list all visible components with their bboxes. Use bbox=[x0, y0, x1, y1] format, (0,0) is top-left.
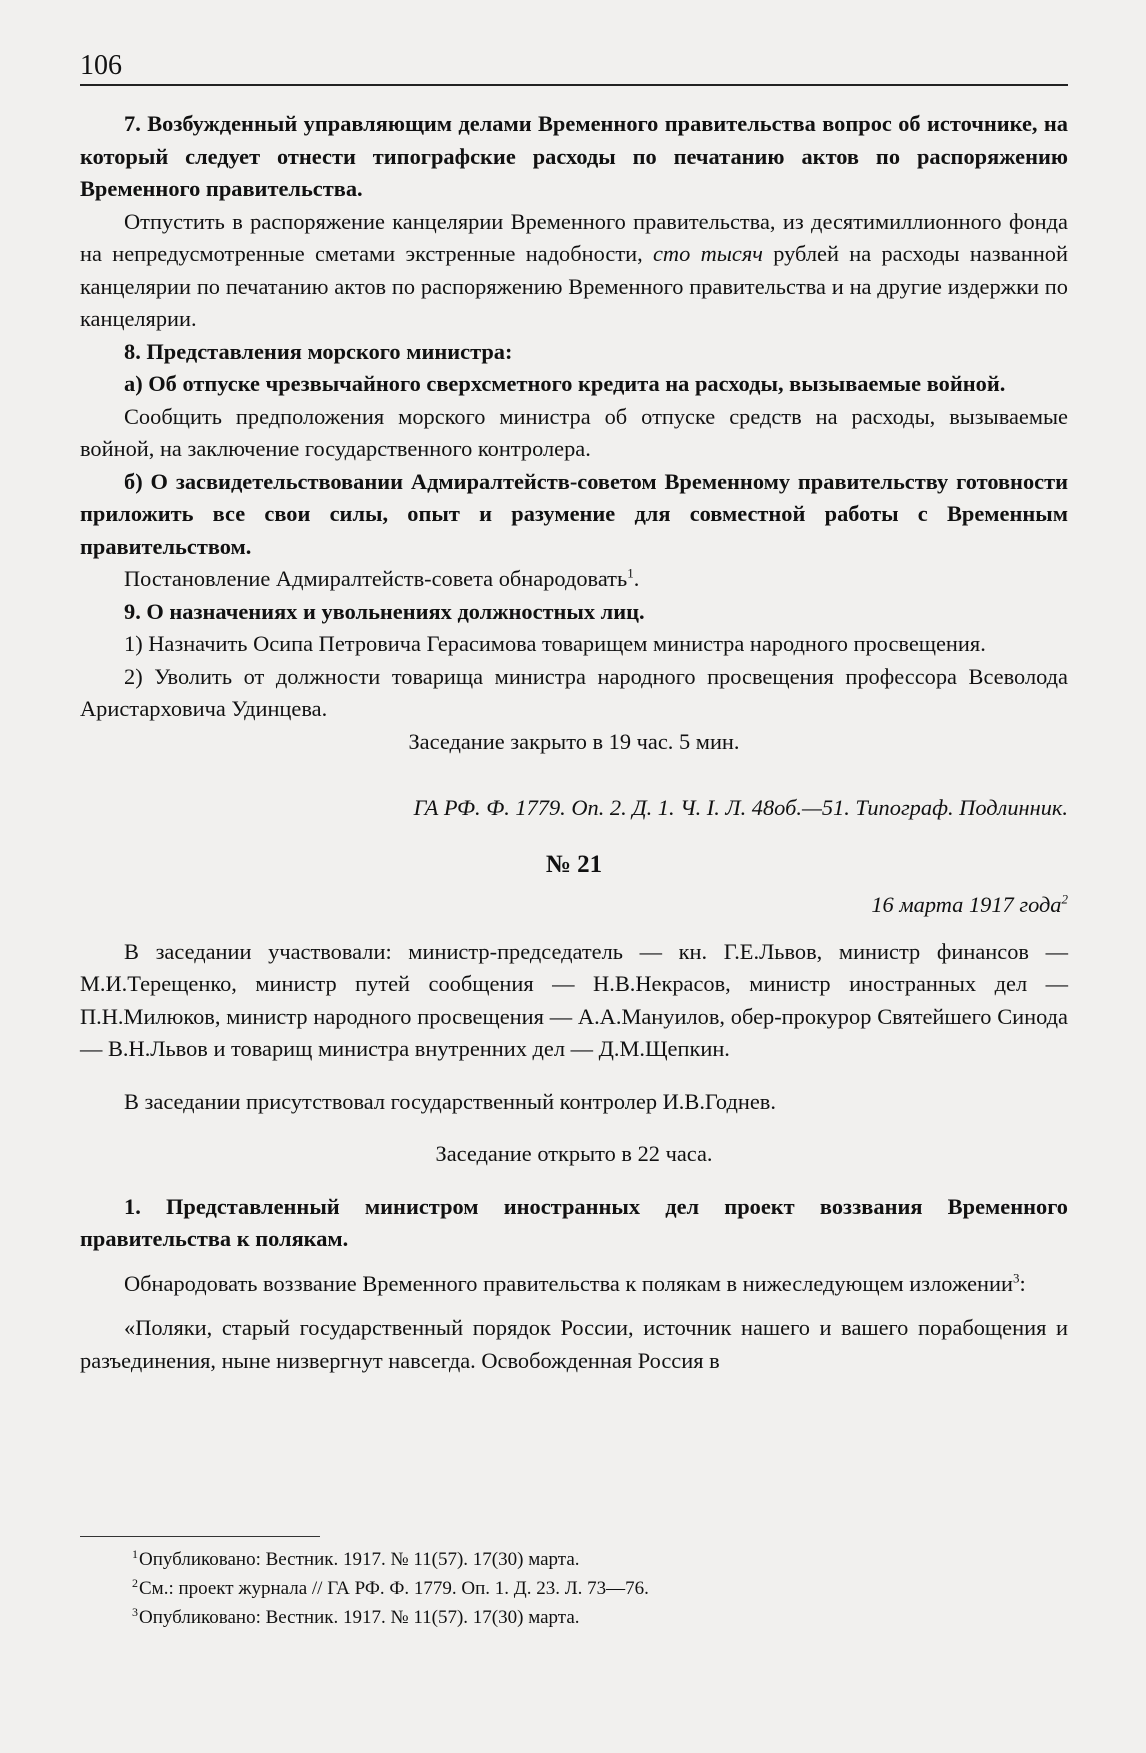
page-content bbox=[80, 108, 1068, 1377]
item-7-text-part-b: рублей на расходы названной канцелярии по печатанию актов по распоряжению Временного правительства и на другие издержки по канцелярии. bbox=[80, 241, 1068, 331]
footnote-ref-1[interactable]: 1 bbox=[627, 565, 634, 581]
present: В заседании присутствовал государственный контролер И.В.Годнев. bbox=[124, 1088, 776, 1114]
footnote-mark: 1 bbox=[132, 1546, 138, 1561]
item-8-heading: 8. Представления морского министра: bbox=[124, 338, 513, 364]
item-7-text-amount: сто тысяч bbox=[652, 241, 763, 266]
doc21-item-1-text bbox=[80, 1268, 1068, 1301]
footnotes bbox=[80, 1536, 1068, 1632]
item-7-text bbox=[80, 206, 1068, 336]
item-8b-text bbox=[80, 563, 1068, 596]
page-number: 106 bbox=[80, 50, 122, 81]
appeal-quote: «Поляки, старый государственный порядок России, источник нашего и вашего порабощения и разъединения, ныне низвергнут навсегда. Освобожденная Россия в bbox=[80, 1315, 1068, 1373]
item-8a-heading: а) Об отпуске чрезвычайного сверхсметного кредита на расходы, вызываемые войной. bbox=[124, 371, 1006, 396]
doc21-item-1-heading: 1. Представленный министром иностранных дел проект воззвания Временного правительства к полякам. bbox=[80, 1193, 1068, 1251]
session-opened: Заседание открыто в 22 часа. bbox=[435, 1141, 713, 1166]
footnote-ref-2[interactable]: 2 bbox=[1061, 891, 1068, 907]
footnote-text: См.: проект журнала // ГА РФ. Ф. 1779. Оп. 1. Д. 23. Л. 73—76. bbox=[139, 1578, 649, 1599]
footnote-text: Опубликовано: Вестник. 1917. № 11(57). 17(30) марта. bbox=[139, 1549, 580, 1570]
footnote-mark: 2 bbox=[132, 1575, 138, 1590]
footnote-3 bbox=[80, 1603, 1068, 1632]
item-7-text-part-a: Отпустить в распоряжение канцелярии Временного правительства, из десятимиллионного фонда на непредусмотренные сметами экстренные надобности, bbox=[80, 208, 1068, 266]
item-8a-text: Сообщить предположения морского министра об отпуске средств на расходы, вызываемые войной, на заключение государственного контролера. bbox=[80, 403, 1068, 461]
document-date-text: 16 марта 1917 года bbox=[871, 892, 1062, 917]
footnote-divider bbox=[80, 1536, 320, 1537]
item-9-2: 2) Уволить от должности товарища министра народного просвещения профессора Всеволода Аристарховича Удинцева. bbox=[80, 663, 1068, 721]
document-date bbox=[80, 889, 1068, 922]
archive-source: ГА РФ. Ф. 1779. Оп. 2. Д. 1. Ч. I. Л. 48об.—51. Типограф. Подлинник. bbox=[413, 795, 1068, 820]
item-8b-text-end: . bbox=[633, 566, 640, 591]
footnote-text: Опубликовано: Вестник. 1917. № 11(57). 17(30) марта. bbox=[139, 1607, 580, 1628]
footnote-1 bbox=[80, 1545, 1068, 1574]
footnote-2 bbox=[80, 1574, 1068, 1603]
item-7-heading: 7. Возбужденный управляющим делами Временного правительства вопрос об источнике, на который следует отнести типографские расходы по печатанию актов по распоряжению Временного правительства. bbox=[80, 111, 1068, 201]
item-9-heading: 9. О назначениях и увольнениях должностных лиц. bbox=[124, 598, 645, 624]
document-number: № 21 bbox=[545, 850, 603, 878]
footnote-ref-3[interactable]: 3 bbox=[1013, 1270, 1020, 1286]
page-header bbox=[80, 38, 1068, 86]
item-8b-heading: б) О засвидетельствовании Адмиралтейств-советом Временному правительству готовности приложить все свои силы, опыт и разумение для совместной работы с Временным правительством. bbox=[80, 468, 1068, 559]
doc21-item-1-text-body: Обнародовать воззвание Временного правительства к полякам в нижеследующем изложении bbox=[124, 1270, 1013, 1296]
doc21-item-1-text-end: : bbox=[1019, 1270, 1026, 1296]
footnote-mark: 3 bbox=[132, 1604, 138, 1619]
participants: В заседании участвовали: министр-председатель — кн. Г.Е.Львов, министр финансов — М.И.Терещенко, министр путей сообщения — Н.В.Некрасов, министр иностранных дел — П.Н.Милюков, министр народного просвещения — А.А.Мануилов, обер-прокурор Святейшего Синода — В.Н.Львов и товарищ министра внутренних дел — Д.М.Щепкин. bbox=[80, 938, 1068, 1061]
item-9-1: 1) Назначить Осипа Петровича Герасимова товарищем министра народного просвещения. bbox=[124, 631, 986, 656]
session-closed: Заседание закрыто в 19 час. 5 мин. bbox=[408, 728, 740, 754]
item-8b-text-body: Постановление Адмиралтейств-совета обнародовать bbox=[124, 566, 628, 591]
